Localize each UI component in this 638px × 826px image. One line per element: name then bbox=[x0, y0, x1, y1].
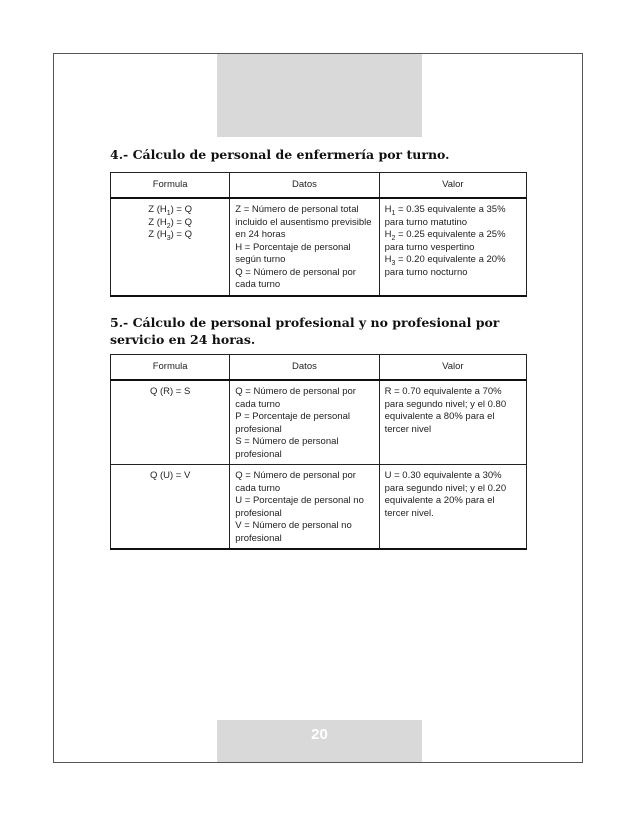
datos-cell bbox=[230, 465, 379, 550]
table-header-row bbox=[111, 173, 527, 199]
formula-line: Z $(H_1) = Q$ bbox=[148, 204, 193, 217]
section-5-title: 5.- Cálculo de personal profesional y no profesional por servicio en 24 horas. bbox=[110, 315, 500, 347]
section-5-table bbox=[110, 354, 527, 550]
datos-line: V = Número de personal no profesional bbox=[235, 520, 352, 544]
formula-line: Z $(H_3) = Q$ bbox=[148, 229, 193, 242]
datos-line: Q = Número de personal por cada turno bbox=[235, 470, 356, 494]
header-gray-block bbox=[217, 54, 422, 137]
formula-line: Z $(H_2) = Q$ bbox=[148, 216, 193, 230]
table-row bbox=[111, 380, 527, 465]
formula-cell bbox=[111, 198, 230, 296]
valor-line: $H_3 = 0.20$ equivalente a 20% para turno nocturno bbox=[384, 254, 506, 278]
valor-line: $H_1 = 0.35$ equivalente a 35% para turno matutino bbox=[384, 204, 506, 228]
valor-cell: U = 0.30 equivalente a 30% para segundo nivel; y el 0.20 equivalente a 20% para el tercer nivel. bbox=[379, 465, 526, 550]
valor-line: $H_2 = 0.25$ equivalente a 25% para turno vespertino bbox=[384, 229, 506, 253]
page-number: 20 bbox=[311, 726, 328, 743]
datos-line: U = Porcentaje de personal no profesional bbox=[235, 495, 364, 519]
section-4-table bbox=[110, 172, 527, 297]
datos-line: H = Porcentaje de personal según turno bbox=[235, 241, 351, 265]
header-valor: Valor bbox=[379, 355, 526, 381]
table-header-row bbox=[111, 355, 527, 381]
header-datos: Datos bbox=[230, 173, 379, 199]
header-valor: Valor bbox=[379, 173, 526, 199]
datos-cell bbox=[230, 380, 379, 465]
datos-line: Z = Número de personal total incluido el ausentismo previsible en 24 horas bbox=[235, 204, 372, 240]
datos-line: S = Número de personal profesional bbox=[235, 436, 339, 460]
datos-line: P = Porcentaje de personal profesional bbox=[235, 411, 350, 435]
formula-cell: Q (R) = S bbox=[111, 380, 230, 465]
formula-cell: Q (U) = V bbox=[111, 465, 230, 550]
table-row bbox=[111, 465, 527, 550]
datos-line: Q = Número de personal por cada turno bbox=[235, 386, 356, 410]
valor-cell bbox=[379, 198, 526, 296]
header-datos: Datos bbox=[230, 355, 379, 381]
valor-cell: R = 0.70 equivalente a 70% para segundo nivel; y el 0.80 equivalente a 80% para el tercer nivel bbox=[379, 380, 526, 465]
datos-cell bbox=[230, 198, 379, 296]
section-4-title: 4.- Cálculo de personal de enfermería por turno. bbox=[110, 147, 450, 162]
header-formula: Formula bbox=[111, 355, 230, 381]
table-row bbox=[111, 198, 527, 296]
datos-line: Q = Número de personal por cada turno bbox=[235, 266, 356, 290]
header-formula: Formula bbox=[111, 173, 230, 199]
